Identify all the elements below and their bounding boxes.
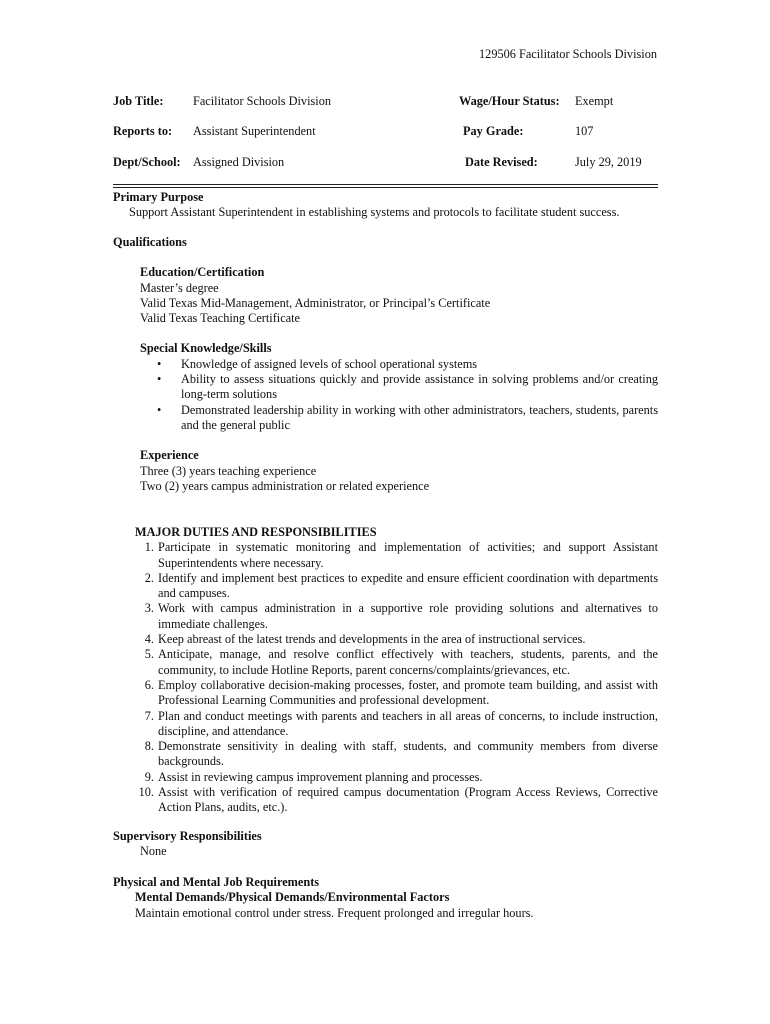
experience-line: Three (3) years teaching experience <box>140 463 317 478</box>
list-number: 9. <box>144 769 154 784</box>
primary-purpose-section <box>113 190 658 221</box>
pay-grade-label: Pay Grade: <box>463 124 524 138</box>
duties-heading: MAJOR DUTIES AND RESPONSIBILITIES <box>135 525 377 539</box>
list-number: 4. <box>144 632 154 647</box>
supervisory-section <box>113 829 658 860</box>
wage-status-label: Wage/Hour Status: <box>459 94 560 108</box>
primary-purpose-text: Support Assistant Superintendent in establishing systems and protocols to facilitate student success. <box>129 205 620 220</box>
skills-block <box>113 341 658 356</box>
primary-purpose-heading: Primary Purpose <box>113 190 204 204</box>
list-item <box>144 739 658 770</box>
dept-school-value: Assigned Division <box>193 155 285 169</box>
physical-text: Maintain emotional control under stress. Frequent prolonged and irregular hours. <box>135 905 534 920</box>
list-text: Demonstrate sensitivity in dealing with staff, students, and community members from diverse backgrounds. <box>158 739 658 769</box>
supervisory-text: None <box>140 844 167 859</box>
experience-heading: Experience <box>140 448 199 463</box>
education-line: Valid Texas Teaching Certificate <box>140 311 301 326</box>
list-number: 2. <box>144 570 154 585</box>
education-line: Valid Texas Mid-Management, Administrator, or Principal’s Certificate <box>140 295 491 310</box>
duties-list <box>113 540 658 815</box>
list-item <box>144 769 658 785</box>
list-text: Identify and implement best practices to expedite and ensure efficient coordination with departments and campuses. <box>158 570 658 601</box>
list-item <box>144 601 658 632</box>
header-divider-bottom <box>113 187 658 188</box>
experience-line: Two (2) years campus administration or related experience <box>140 478 430 493</box>
list-text: Plan and conduct meetings with parents and teachers in all areas of concerns, to include instruction, discipline, and attendance. <box>158 708 658 738</box>
reports-to-value: Assistant Superintendent <box>193 124 316 138</box>
supervisory-heading: Supervisory Responsibilities <box>113 829 262 843</box>
education-line: Master’s degree <box>140 280 219 295</box>
list-number: 6. <box>144 677 154 692</box>
list-item <box>144 677 658 709</box>
list-number: 5. <box>144 647 154 662</box>
list-item <box>144 632 658 647</box>
list-item <box>144 570 658 602</box>
dept-school-label: Dept/School: <box>113 155 181 169</box>
list-text: Participate in systematic monitoring and implementation of activities; and support Assistant Superintendents where necessary. <box>158 540 658 570</box>
document-id: 129506 Facilitator Schools Division <box>479 47 657 61</box>
skills-heading: Special Knowledge/Skills <box>140 341 272 356</box>
physical-requirements-section <box>113 875 658 921</box>
list-number: 7. <box>144 708 154 723</box>
qualifications-heading: Qualifications <box>113 235 187 249</box>
date-revised-label: Date Revised: <box>465 155 538 169</box>
list-item: • Demonstrated leadership ability in working with other administrators, teachers, students, parents and the general public <box>181 403 658 434</box>
physical-subheading: Mental Demands/Physical Demands/Environmental Factors <box>135 890 450 905</box>
header-divider-top <box>113 184 658 185</box>
list-text: Keep abreast of the latest trends and developments in the area of instructional services. <box>158 632 586 647</box>
qualifications-section <box>113 235 658 494</box>
list-number: 10. <box>138 785 154 800</box>
physical-heading: Physical and Mental Job Requirements <box>113 875 320 889</box>
list-item <box>144 708 658 740</box>
list-item: • Knowledge of assigned levels of school operational systems <box>181 357 658 372</box>
duties-section <box>113 525 658 816</box>
list-text: Employ collaborative decision-making processes, foster, and promote team building, and assist with Professional Learning Communities and professional development. <box>158 677 658 708</box>
education-heading: Education/Certification <box>140 265 265 280</box>
reports-to-label: Reports to: <box>113 124 173 138</box>
job-title-value: Facilitator Schools Division <box>193 94 331 108</box>
wage-status-value: Exempt <box>575 94 614 108</box>
list-number: 3. <box>144 601 154 616</box>
list-item <box>144 647 658 678</box>
date-revised-value: July 29, 2019 <box>575 155 642 169</box>
list-item <box>144 540 658 571</box>
list-item <box>138 785 658 816</box>
pay-grade-value: 107 <box>575 124 594 138</box>
list-text: Work with campus administration in a supportive role providing solutions and alternatives to immediate challenges. <box>158 601 658 631</box>
education-block <box>113 265 658 326</box>
list-number: 8. <box>144 739 154 754</box>
experience-block <box>113 448 658 494</box>
job-title-label: Job Title: <box>113 94 164 108</box>
list-text: Anticipate, manage, and resolve conflict effectively with teachers, students, parents, and the community, to include Hotline Reports, parent concerns/complaints/grievances, etc. <box>158 647 658 677</box>
list-number: 1. <box>144 540 154 555</box>
list-text: Assist in reviewing campus improvement planning and processes. <box>158 769 483 784</box>
list-item: • Ability to assess situations quickly and provide assistance in solving problems and/or creating long-term solutions <box>181 372 658 403</box>
skills-list <box>113 357 658 433</box>
list-text: Assist with verification of required campus documentation (Program Access Reviews, Corrective Action Plans, audits, etc.). <box>158 785 658 815</box>
